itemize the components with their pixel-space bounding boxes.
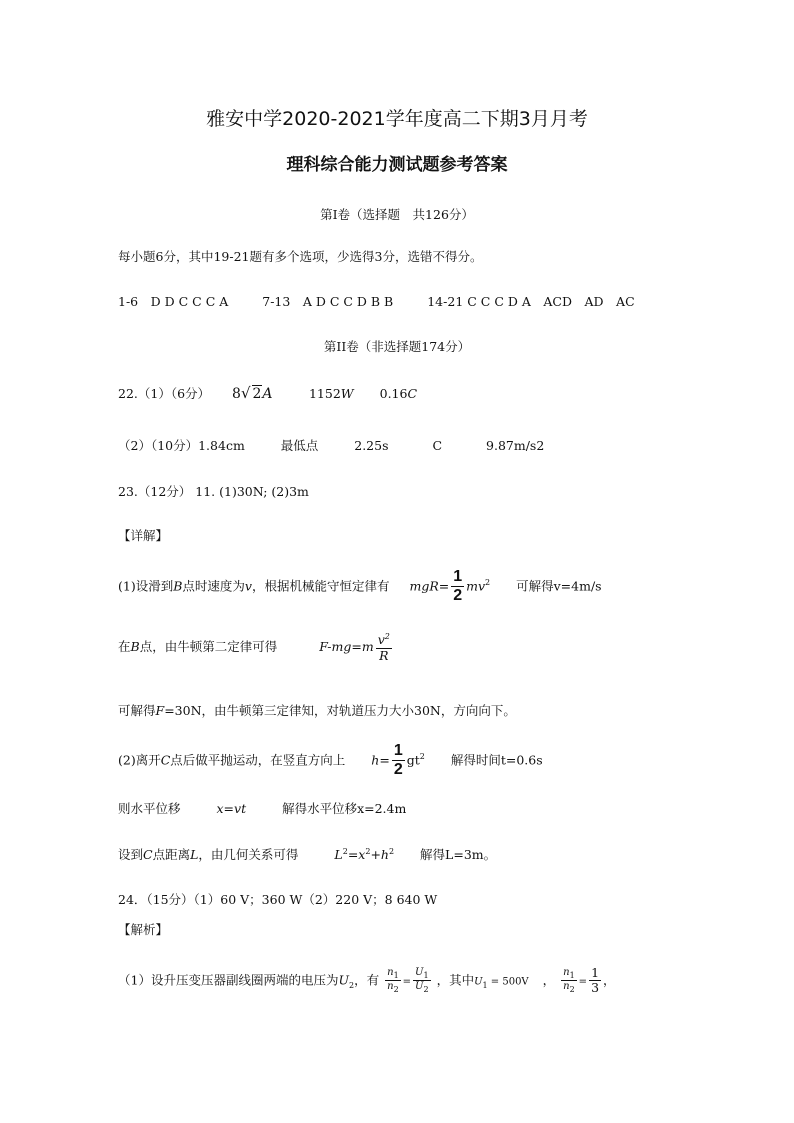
q24-tag: 【解析】 — [118, 922, 169, 937]
q22-p2-label: （2）（10分）1.84cm — [118, 438, 245, 453]
q22-power: 1152W — [308, 386, 354, 401]
answers-1-6: 1-6 D D C C C A — [118, 294, 229, 309]
q24-step1: （1）设升压变压器副线圈两端的电压为$U_2$，有 $\frac{n_1}{n_2}$ = $\frac{U_1}{U_2}$ ，其中$U_1 = 500V$ ， $\frac{n_1}{n_2}$ = $\frac{1}{3}$ ， — [118, 965, 616, 996]
q22-p2-item: C — [432, 438, 443, 453]
fraction: $\frac{1}{2}$ — [393, 742, 403, 779]
section-heading-part1: 第Ⅰ卷（选择题 共126分） — [320, 207, 474, 222]
q23-label: 23.（12分） 11. (1)30N; (2)3m — [118, 484, 309, 499]
q22-p2-item: 最低点 — [280, 438, 319, 453]
section-heading-part2: 第II卷（非选择题174分） — [323, 339, 471, 354]
q22-current: 8√ 2A — [232, 384, 273, 402]
q23-step2: 在B点，由牛顿第二定律可得 F-mg=m $\frac{v^2}{R}$ — [118, 632, 390, 663]
fraction: $\frac{U_1}{U_2}$ — [415, 967, 429, 995]
answers-7-13: 7-13 A D C C D B B — [262, 294, 394, 309]
q22-p2-item: 9.87m/s2 — [486, 438, 545, 453]
q22-p1-label: 22.（1）（6分） — [118, 386, 211, 401]
fraction: $\frac{n_1}{n_2}$ — [563, 967, 575, 995]
answer-row — [118, 292, 635, 310]
q24-label: 24．（15分）（1）60 V；360 W（2）220 V；8 640 W — [118, 892, 438, 907]
scoring-note: 每小题6分，其中19-21题有多个选项，少选得3分，选错不得分。 — [118, 249, 483, 264]
q22-p2-item: 2.25s — [354, 438, 389, 453]
fraction: $\frac{1}{2}$ — [453, 568, 463, 605]
fraction: $\frac{1}{3}$ — [591, 965, 600, 996]
q23-step5: 则水平位移 x=vt 解得水平位移x=2.4m — [118, 801, 407, 816]
q22-charge: 0.16C — [379, 386, 418, 401]
answers-14-21: 14-21 C C C D A ACD AD AC — [427, 294, 635, 309]
fraction: $\frac{n_1}{n_2}$ — [387, 967, 399, 995]
q23-step3: 可解得F=30N，由牛顿第三定律知，对轨道压力大小30N，方向向下。 — [118, 703, 516, 718]
q23-step4: (2)离开C点后做平抛运动，在竖直方向上 h= $\frac{1}{2}$ $gt^2$ 解得时间t=0.6s — [118, 742, 543, 779]
page-subtitle: 理科综合能力测试题参考答案 — [286, 155, 508, 175]
q23-detail-tag: 【详解】 — [118, 528, 169, 543]
page-title: 雅安中学2020-2021学年度高二下期3月月考 — [206, 108, 588, 130]
q23-step6: 设到C点距离L，由几何关系可得 $L^2=x^2+h^2$ 解得L=3m。 — [118, 846, 497, 862]
q23-step1: (1)设滑到B点时速度为v，根据机械能守恒定律有 mgR= $\frac{1}{2}$ $mv^2$ 可解得v=4m/s — [118, 568, 602, 605]
fraction: $\frac{v^2}{R}$ — [377, 632, 390, 663]
q22-part1 — [118, 384, 417, 402]
q22-part2 — [118, 436, 544, 454]
